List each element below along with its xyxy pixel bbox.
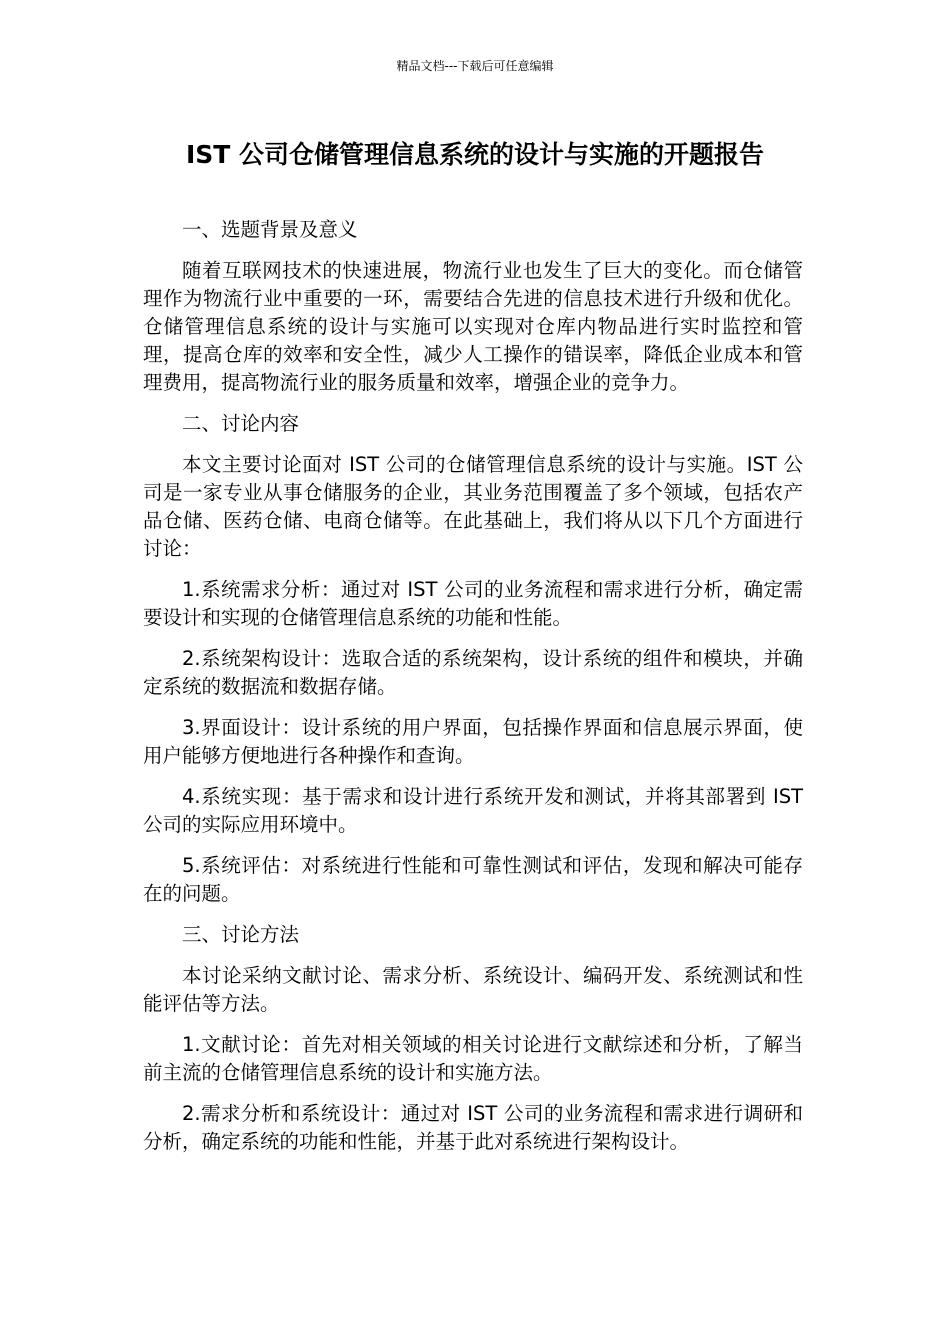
list-item-system-evaluation: 5.系统评估：对系统进行性能和可靠性测试和评估，发现和解决可能存在的问题。 (143, 854, 803, 905)
document-body (143, 216, 803, 1169)
paragraph-content-intro: 本文主要讨论面对 IST 公司的仓储管理信息系统的设计与实施。IST 公司是一家专业从事仓储服务的企业，其业务范围覆盖了多个领域，包括农产品仓储、医药仓储、电商仓储等。在此基础上，我们将从以下几个方面进行讨论： (143, 453, 803, 560)
section-heading-content: 二、讨论内容 (182, 412, 300, 435)
section-heading-methods: 三、讨论方法 (182, 923, 300, 946)
section-heading-background: 一、选题背景及意义 (182, 218, 358, 241)
list-item-interface-design: 3.界面设计：设计系统的用户界面，包括操作界面和信息展示界面，使用户能够方便地进行各种操作和查询。 (143, 716, 803, 767)
paragraph-background: 随着互联网技术的快速进展，物流行业也发生了巨大的变化。而仓储管理作为物流行业中重要的一环，需要结合先进的信息技术进行升级和优化。仓储管理信息系统的设计与实施可以实现对仓库内物品进行实时监控和管理，提高仓库的效率和安全性，减少人工操作的错误率，降低企业成本和管理费用，提高物流行业的服务质量和效率，增强企业的竞争力。 (143, 259, 803, 394)
list-item-literature-review: 1.文献讨论：首先对相关领域的相关讨论进行文献综述和分析，了解当前主流的仓储管理信息系统的设计和实施方法。 (143, 1033, 803, 1084)
list-item-architecture-design: 2.系统架构设计：选取合适的系统架构，设计系统的组件和模块，并确定系统的数据流和数据存储。 (143, 647, 803, 698)
paragraph-methods-intro: 本讨论采纳文献讨论、需求分析、系统设计、编码开发、系统测试和性能评估等方法。 (143, 964, 803, 1015)
list-item-requirements-analysis: 1.系统需求分析：通过对 IST 公司的业务流程和需求进行分析，确定需要设计和实现的仓储管理信息系统的功能和性能。 (143, 578, 803, 629)
list-item-requirements-and-design: 2.需求分析和系统设计：通过对 IST 公司的业务流程和需求进行调研和分析，确定系统的功能和性能，并基于此对系统进行架构设计。 (143, 1102, 803, 1153)
document-title: IST 公司仓储管理信息系统的设计与实施的开题报告 (185, 140, 765, 169)
page-header-note: 精品文档---下载后可任意编辑 (396, 59, 554, 73)
list-item-system-implementation: 4.系统实现：基于需求和设计进行系统开发和测试，并将其部署到 IST 公司的实际应用环境中。 (143, 785, 803, 836)
